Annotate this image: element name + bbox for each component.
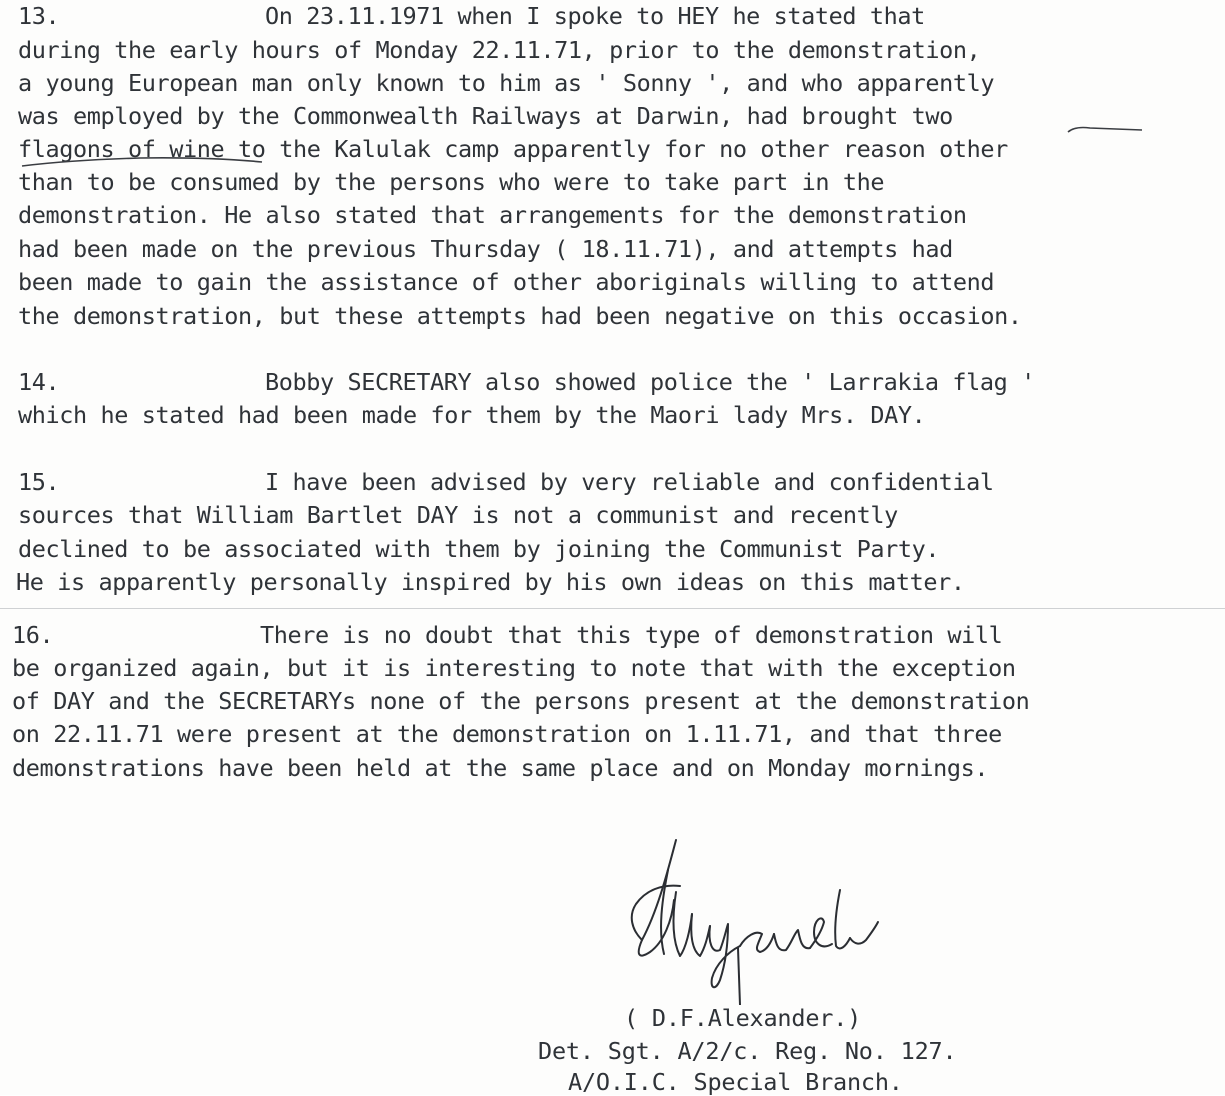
text-line: the demonstration, but these attempts had been negative on this occasion. [18,302,1022,330]
text-line: on 22.11.71 were present at the demonstration on 1.11.71, and that three [12,720,1002,748]
paragraph-first-line: Bobby SECRETARY also showed police the ' Larrakia flag ' [265,368,1035,396]
text-line: demonstrations have been held at the same place and on Monday mornings. [12,754,989,782]
paragraph-number: 13. [18,2,60,30]
text-line: be organized again, but it is interesting to note that with the exception [12,654,1016,682]
handwritten-signature [628,830,888,1005]
page-fold-divider [0,608,1225,609]
text-line: which he stated had been made for them by the Maori lady Mrs. DAY. [18,401,926,429]
text-line: demonstration. He also stated that arrangements for the demonstration [18,201,967,229]
paragraph-number: 14. [18,368,60,396]
paragraph-number: 16. [12,621,54,649]
signatory-title: A/O.I.C. Special Branch. [568,1068,903,1096]
text-line: a young European man only known to him as ' Sonny ', and who apparently [18,69,995,97]
text-line: than to be consumed by the persons who were to take part in the [18,168,885,196]
signatory-rank: Det. Sgt. A/2/c. Reg. No. 127. [538,1037,957,1065]
signatory-name: ( D.F.Alexander.) [624,1004,862,1032]
text-line: flagons of wine to the Kalulak camp apparently for no other reason other [18,135,1008,163]
text-line: had been made on the previous Thursday ( 18.11.71), and attempts had [18,235,953,263]
text-line: of DAY and the SECRETARYs none of the persons present at the demonstration [12,687,1030,715]
paragraph-first-line: On 23.11.1971 when I spoke to HEY he stated that [265,2,925,30]
text-line: been made to gain the assistance of other aboriginals willing to attend [18,268,995,296]
text-line: He is apparently personally inspired by his own ideas on this matter. [16,568,965,596]
paragraph-first-line: I have been advised by very reliable and confidential [265,468,994,496]
text-line: declined to be associated with them by joining the Communist Party. [18,535,940,563]
text-line: sources that William Bartlet DAY is not a communist and recently [18,501,898,529]
text-line: was employed by the Commonwealth Railways at Darwin, had brought two [18,102,953,130]
paragraph-first-line: There is no doubt that this type of demonstration will [260,621,1003,649]
paragraph-number: 15. [18,468,60,496]
text-line: during the early hours of Monday 22.11.71, prior to the demonstration, [18,36,981,64]
handwritten-underline [0,0,1225,200]
